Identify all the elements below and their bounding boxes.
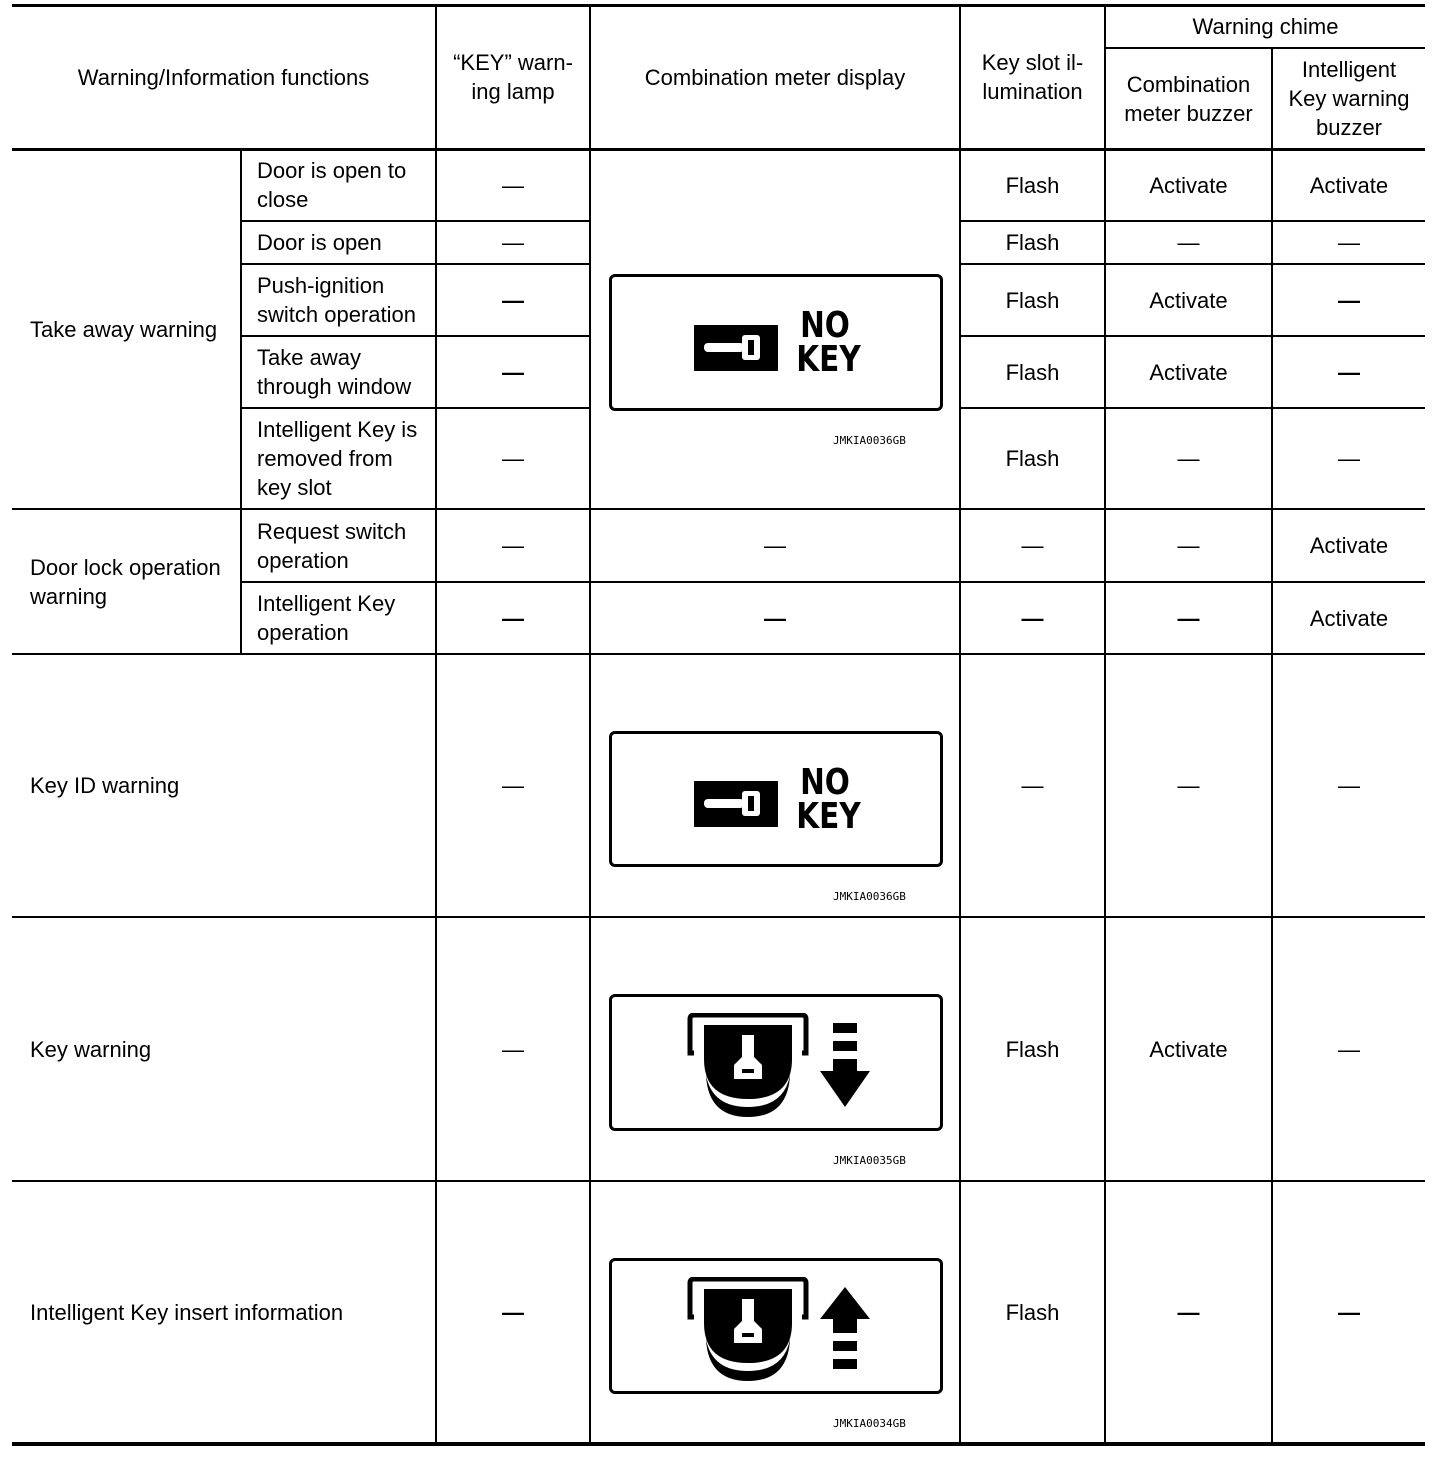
lamp-cell: — [502,359,524,385]
meter-buzzer-cell: — [1177,230,1200,255]
no-key-display-panel [609,274,943,411]
meter-buzzer-cell: — [1177,605,1200,631]
ik-buzzer-cell: — [1338,773,1360,798]
slot-cell: Flash [1005,1036,1060,1062]
insert-display-panel [609,1258,943,1394]
slot-cell: Flash [1005,172,1060,198]
arrow-up-icon [818,1287,872,1373]
key-slot-icon [686,1277,812,1381]
slot-cell: — [1021,533,1044,558]
lamp-cell: — [502,230,524,255]
row-name-ik-operation: Intelligent Key operation [257,591,396,645]
lamp-cell: — [502,605,524,631]
slot-cell: Flash [1005,230,1060,255]
group-take-away: Take away warning [30,316,218,342]
group-key-warning: Key warning [30,1036,152,1062]
meter-buzzer-cell: Activate [1149,172,1228,198]
no-key-text: NO KEY [796,762,861,837]
header-key-lamp: “KEY” warn- ing lamp [453,50,573,104]
ik-buzzer-cell: — [1338,1299,1360,1325]
lamp-cell: — [502,1036,524,1062]
meter-buzzer-cell: — [1177,533,1200,558]
slot-cell: Flash [1005,1299,1060,1325]
ik-buzzer-cell: — [1338,1036,1360,1062]
header-key-slot: Key slot il- lumination [981,50,1084,104]
image-code: JMKIA0035GB [833,1154,906,1167]
lamp-cell: — [502,287,524,313]
ik-buzzer-cell: — [1338,359,1360,385]
header-functions: Warning/Information functions [77,64,370,90]
row-name-take-away-window: Take away through window [257,345,412,399]
no-key-text: NO KEY [796,305,861,380]
row-name-door-open-to-close: Door is open to close [257,158,407,212]
header-meter-display: Combination meter display [644,64,906,90]
group-key-id: Key ID warning [30,773,180,798]
no-key-display-panel [609,731,943,867]
header-ik-buzzer: Intelligent Key warning buzzer [1288,57,1410,140]
key-slot-icon [686,1013,812,1117]
table-bottom-border [12,1442,1425,1446]
key-warning-display-panel [609,994,943,1131]
group-door-lock: Door lock operation warning [30,554,221,609]
key-icon [694,325,778,371]
meter-buzzer-cell: Activate [1149,287,1228,313]
slot-cell: Flash [1005,446,1060,471]
meter-buzzer-cell: — [1177,1299,1200,1325]
image-code: JMKIA0036GB [833,434,906,447]
arrow-down-icon [818,1023,872,1109]
slot-cell: — [1021,773,1044,798]
lamp-cell: — [502,1299,524,1325]
ik-buzzer-cell: — [1338,230,1360,255]
header-meter-buzzer: Combination meter buzzer [1124,71,1253,126]
ik-buzzer-cell: Activate [1309,605,1389,631]
key-icon [694,781,778,827]
meter-buzzer-cell: Activate [1149,359,1228,385]
image-code: JMKIA0034GB [833,1417,906,1430]
ik-buzzer-cell: Activate [1309,172,1389,198]
display-cell: — [764,533,786,558]
lamp-cell: — [502,446,524,471]
display-cell: — [764,605,786,631]
slot-cell: Flash [1005,359,1060,385]
slot-cell: — [1021,605,1044,631]
ik-buzzer-cell: Activate [1309,533,1389,558]
row-name-push-ignition: Push-ignition switch operation [257,273,416,327]
ik-buzzer-cell: — [1338,446,1360,471]
slot-cell: Flash [1005,287,1060,313]
row-name-ik-removed: Intelligent Key is removed from key slot [257,417,418,500]
lamp-cell: — [502,533,524,558]
lamp-cell: — [502,172,524,198]
row-name-door-open: Door is open [257,230,382,255]
header-warning-chime: Warning chime [1192,14,1339,39]
lamp-cell: — [502,773,524,798]
ik-buzzer-cell: — [1338,287,1360,313]
row-name-request-switch: Request switch operation [257,518,407,573]
image-code: JMKIA0036GB [833,890,906,903]
meter-buzzer-cell: — [1177,773,1200,798]
group-ik-insert: Intelligent Key insert information [30,1299,344,1325]
meter-buzzer-cell: Activate [1149,1036,1228,1062]
col-divider-subrows [240,150,242,654]
meter-buzzer-cell: — [1177,446,1200,471]
